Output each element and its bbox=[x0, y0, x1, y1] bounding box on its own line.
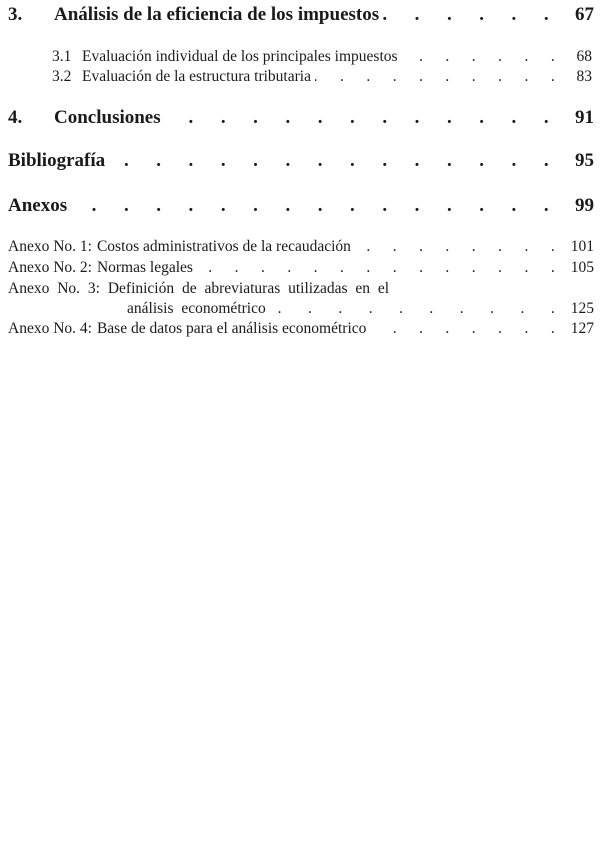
dot-leader bbox=[270, 300, 564, 318]
page-number: 127 bbox=[570, 320, 594, 337]
toc-entry-bibliography bbox=[8, 150, 594, 172]
page-number: 67 bbox=[575, 4, 594, 25]
toc-entry-annexes bbox=[8, 195, 594, 217]
dot-leader bbox=[109, 150, 560, 172]
dot-leader bbox=[71, 195, 560, 217]
toc-entry-annex-4 bbox=[8, 320, 594, 338]
dot-leader bbox=[165, 107, 560, 129]
page-number: 105 bbox=[570, 259, 594, 276]
toc-entry-annex-3 bbox=[8, 280, 389, 298]
toc-entry-annex-1 bbox=[8, 238, 594, 256]
dot-leader bbox=[383, 4, 560, 26]
dot-leader bbox=[197, 259, 564, 277]
bibliography-title: Bibliografía bbox=[8, 150, 106, 171]
toc-entry-annex-2 bbox=[8, 259, 594, 277]
section-number: 3.1 bbox=[52, 48, 72, 65]
page-number: 68 bbox=[576, 48, 592, 65]
toc-entry-section-3-1 bbox=[52, 48, 592, 66]
annex-label: Anexo No. 3: bbox=[8, 280, 100, 297]
page-number: 125 bbox=[570, 300, 594, 317]
annex-title: Costos administrativos de la recaudación bbox=[96, 238, 351, 255]
toc-entry-chapter-4 bbox=[8, 107, 594, 129]
annex-title-continuation: análisis econométrico bbox=[127, 300, 266, 317]
dot-leader bbox=[315, 68, 564, 86]
chapter-number: 4. bbox=[8, 107, 23, 128]
annex-title: Base de datos para el análisis econométrico bbox=[96, 320, 367, 337]
dot-leader bbox=[370, 320, 564, 338]
toc-entry-section-3-2 bbox=[52, 68, 592, 86]
chapter-number: 3. bbox=[8, 4, 23, 25]
page-number: 83 bbox=[576, 68, 592, 85]
toc-entry-annex-3-continuation bbox=[127, 300, 594, 318]
section-number: 3.2 bbox=[52, 68, 72, 85]
section-title: Evaluación de la estructura tributaria bbox=[82, 68, 311, 85]
page-number: 101 bbox=[570, 238, 594, 255]
toc-entry-chapter-3 bbox=[8, 4, 594, 26]
dot-leader bbox=[402, 48, 564, 66]
section-title: Evaluación individual de los principales impuestos bbox=[82, 48, 398, 65]
dot-leader bbox=[355, 238, 564, 256]
page-number: 95 bbox=[575, 150, 594, 171]
annex-label: Anexo No. 1: bbox=[8, 238, 92, 255]
annex-label: Anexo No. 4: bbox=[8, 320, 92, 337]
chapter-title: Conclusiones bbox=[54, 107, 161, 128]
annexes-title: Anexos bbox=[8, 195, 68, 216]
page-number: 99 bbox=[575, 195, 594, 216]
annex-label: Anexo No. 2: bbox=[8, 259, 92, 276]
chapter-title: Análisis de la eficiencia de los impuestos bbox=[54, 4, 380, 25]
annex-title: Normas legales bbox=[96, 259, 193, 276]
page-number: 91 bbox=[575, 107, 594, 128]
annex-title: Definición de abreviaturas utilizadas en el bbox=[107, 280, 390, 297]
